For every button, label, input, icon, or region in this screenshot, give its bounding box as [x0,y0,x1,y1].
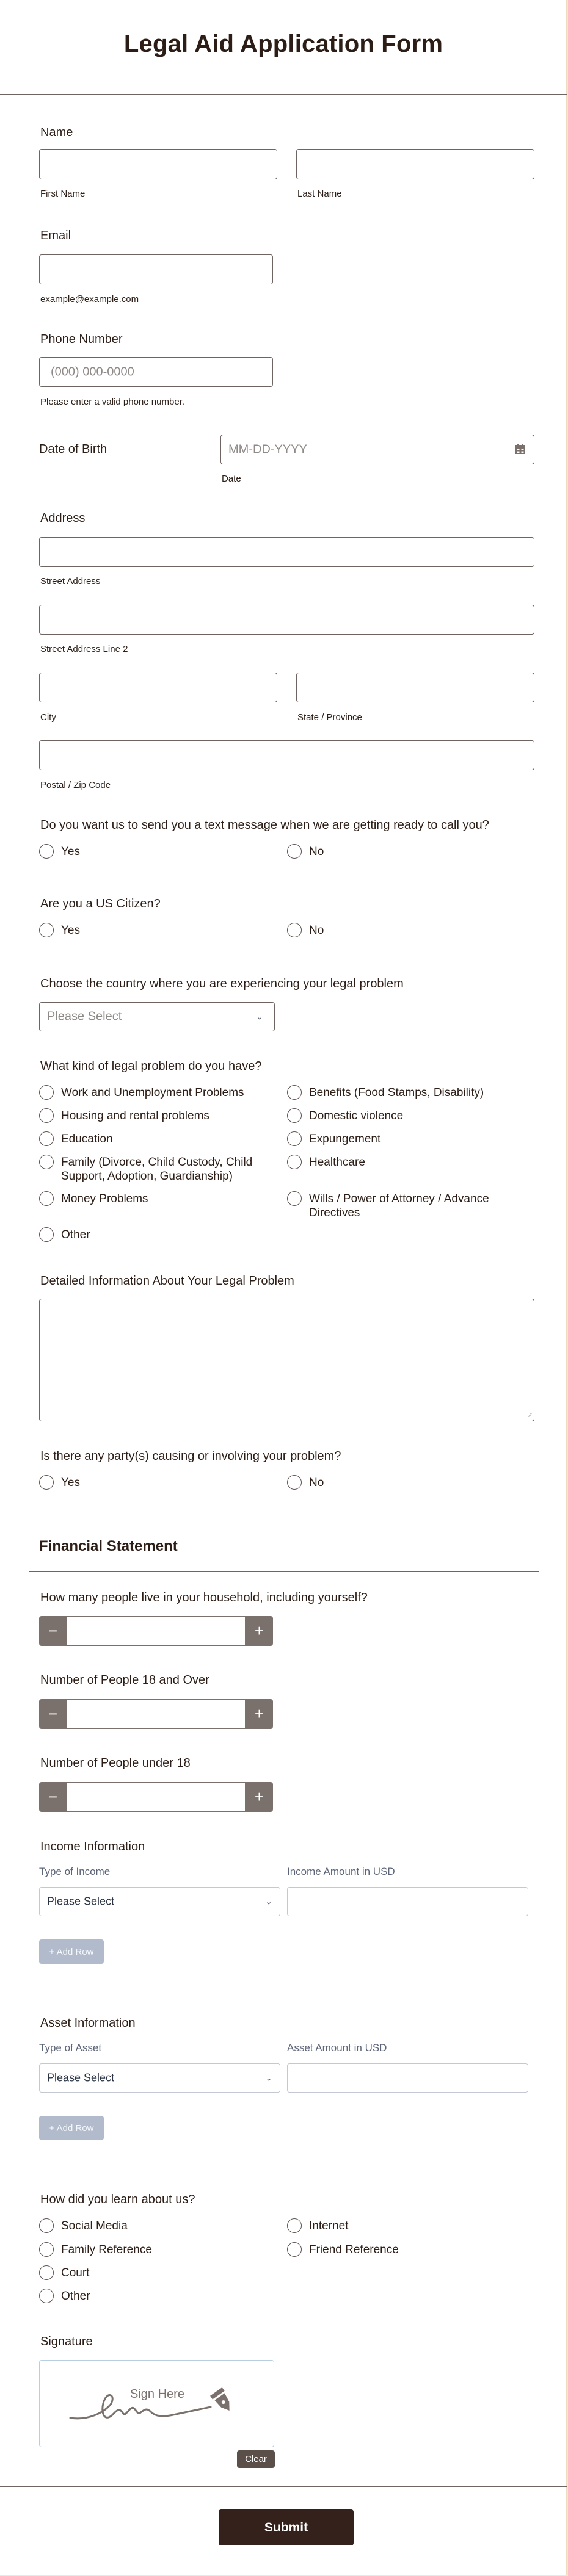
phone-placeholder: (000) 000-0000 [51,365,134,378]
minors-input[interactable] [67,1783,245,1811]
radio-icon[interactable] [39,1475,54,1490]
asset-label: Asset Information [40,2016,136,2030]
chevron-down-icon: ⌄ [265,1896,272,1907]
income-label: Income Information [40,1840,145,1853]
income-type-select[interactable]: Please Select ⌄ [39,1887,280,1916]
radio-icon[interactable] [287,844,302,859]
address-label: Address [40,511,86,525]
zip-sublabel: Postal / Zip Code [40,780,111,790]
street-address-line2-sublabel: Street Address Line 2 [40,644,128,654]
party-yes[interactable]: Yes [39,1476,80,1490]
party-question: Is there any party(s) causing or involving your problem? [40,1449,341,1463]
learn-option[interactable]: Friend Reference [287,2243,399,2257]
country-select[interactable] [39,1002,275,1031]
party-no[interactable]: No [287,1476,324,1490]
financial-section-title: Financial Statement [39,1538,178,1554]
radio-icon[interactable] [39,2265,54,2280]
dob-placeholder: MM-DD-YYYY [228,442,307,456]
country-label: Choose the country where you are experiencing your legal problem [40,977,404,990]
asset-type-header: Type of Asset [39,2042,102,2054]
details-textarea[interactable] [39,1299,534,1421]
adults-label: Number of People 18 and Over [40,1673,209,1687]
radio-icon[interactable] [287,1155,302,1169]
minus-button[interactable]: − [48,1788,58,1806]
learn-option[interactable]: Other [39,2289,90,2303]
minus-button[interactable]: − [48,1622,58,1640]
text-message-question: Do you want us to send you a text message when we are getting ready to call you? [40,818,489,832]
signature-label: Signature [40,2335,93,2348]
last-name-sublabel: Last Name [297,189,342,199]
income-add-row-button[interactable]: + Add Row [39,1939,104,1964]
legal-problem-option[interactable]: Benefits (Food Stamps, Disability) [287,1086,531,1100]
radio-icon[interactable] [39,923,54,937]
legal-problem-option[interactable]: Domestic violence [287,1109,531,1123]
radio-icon[interactable] [39,844,54,859]
household-label: How many people live in your household, including yourself? [40,1591,368,1604]
legal-problem-option[interactable]: Other [39,1228,271,1242]
page-title: Legal Aid Application Form [123,31,443,57]
radio-icon[interactable] [39,2218,54,2233]
legal-problem-option[interactable]: Education [39,1132,271,1146]
country-select-value: Please Select [47,1009,122,1023]
plus-button[interactable]: + [254,1705,264,1723]
household-input[interactable] [67,1617,245,1645]
phone-field[interactable] [39,357,273,387]
email-label: Email [40,229,71,242]
radio-icon[interactable] [287,923,302,937]
phone-sublabel: Please enter a valid phone number. [40,397,184,407]
citizen-no[interactable]: No [287,923,324,937]
radio-icon[interactable] [287,2242,302,2257]
legal-problem-option[interactable]: Healthcare [287,1155,531,1169]
state-input[interactable] [296,673,534,702]
learn-question: How did you learn about us? [40,2193,195,2206]
email-sublabel: example@example.com [40,294,139,305]
legal-problem-option[interactable]: Family (Divorce, Child Custody, Child Support, Adoption, Guardianship) [39,1155,271,1183]
radio-icon[interactable] [39,1191,54,1206]
minors-label: Number of People under 18 [40,1756,191,1770]
citizen-yes[interactable]: Yes [39,923,80,937]
income-type-header: Type of Income [39,1866,111,1877]
legal-problem-option[interactable]: Expungement [287,1132,531,1146]
dob-label: Date of Birth [39,442,107,456]
citizen-question: Are you a US Citizen? [40,897,161,911]
learn-option[interactable]: Social Media [39,2219,128,2233]
radio-icon[interactable] [39,1085,54,1100]
minus-button[interactable]: − [48,1705,58,1723]
learn-option[interactable]: Family Reference [39,2243,152,2257]
learn-option[interactable]: Internet [287,2219,348,2233]
dob-sublabel: Date [222,474,241,484]
text-message-yes[interactable]: Yes [39,845,80,859]
name-label: Name [40,126,73,139]
sign-here-text: Sign Here [130,2387,184,2401]
asset-add-row-button[interactable]: + Add Row [39,2116,104,2140]
city-sublabel: City [40,712,56,723]
legal-problem-option[interactable]: Money Problems [39,1192,271,1206]
text-message-no[interactable]: No [287,845,324,859]
email-field[interactable] [39,254,273,284]
radio-icon[interactable] [287,1108,302,1123]
chevron-down-icon: ⌄ [256,1011,263,1022]
minors-stepper[interactable] [39,1782,273,1812]
adults-input[interactable] [67,1700,245,1728]
header-divider [0,94,567,95]
radio-icon[interactable] [287,1475,302,1490]
details-label: Detailed Information About Your Legal Problem [40,1274,294,1288]
chevron-down-icon: ⌄ [265,2073,272,2083]
plus-button[interactable]: + [254,1788,264,1806]
legal-problem-option[interactable]: Work and Unemployment Problems [39,1086,271,1100]
city-input[interactable] [39,673,277,702]
radio-icon[interactable] [287,2218,302,2233]
legal-problem-question: What kind of legal problem do you have? [40,1059,262,1073]
radio-icon[interactable] [287,1191,302,1206]
financial-divider [29,1571,539,1572]
legal-problem-option[interactable]: Housing and rental problems [39,1109,271,1123]
adults-stepper[interactable] [39,1699,273,1729]
radio-icon[interactable] [39,1155,54,1169]
zip-input[interactable] [39,740,534,770]
income-amount-input[interactable] [287,1887,528,1916]
first-name-input[interactable] [39,149,277,179]
income-amount-header: Income Amount in USD [287,1866,395,1877]
radio-icon[interactable] [39,2289,54,2303]
radio-icon[interactable] [39,2242,54,2257]
footer-divider [0,2486,567,2487]
phone-label: Phone Number [40,333,123,346]
street-address-input[interactable] [39,537,534,567]
last-name-input[interactable] [296,149,534,179]
resize-handle-icon[interactable]: ∕∕ [529,1412,531,1419]
clear-signature-button[interactable]: Clear [237,2450,275,2468]
asset-amount-header: Asset Amount in USD [287,2042,387,2054]
asset-amount-input[interactable] [287,2063,528,2093]
household-stepper[interactable] [39,1616,273,1646]
asset-type-select[interactable]: Please Select ⌄ [39,2063,280,2093]
submit-button[interactable]: Submit [219,2509,354,2545]
radio-icon[interactable] [39,1108,54,1123]
street-address-sublabel: Street Address [40,576,101,586]
calendar-icon[interactable] [514,443,526,455]
learn-option[interactable]: Court [39,2266,89,2280]
plus-button[interactable]: + [254,1622,264,1640]
radio-icon[interactable] [287,1085,302,1100]
radio-icon[interactable] [39,1131,54,1146]
street-address-line2-input[interactable] [39,605,534,635]
radio-icon[interactable] [287,1131,302,1146]
radio-icon[interactable] [39,1227,54,1242]
legal-problem-option[interactable]: Wills / Power of Attorney / Advance Directives [287,1192,513,1220]
state-sublabel: State / Province [297,712,362,723]
dob-field[interactable] [220,435,534,464]
first-name-sublabel: First Name [40,189,86,199]
signature-pad[interactable] [39,2360,274,2447]
signature-pen-icon [69,2386,246,2423]
